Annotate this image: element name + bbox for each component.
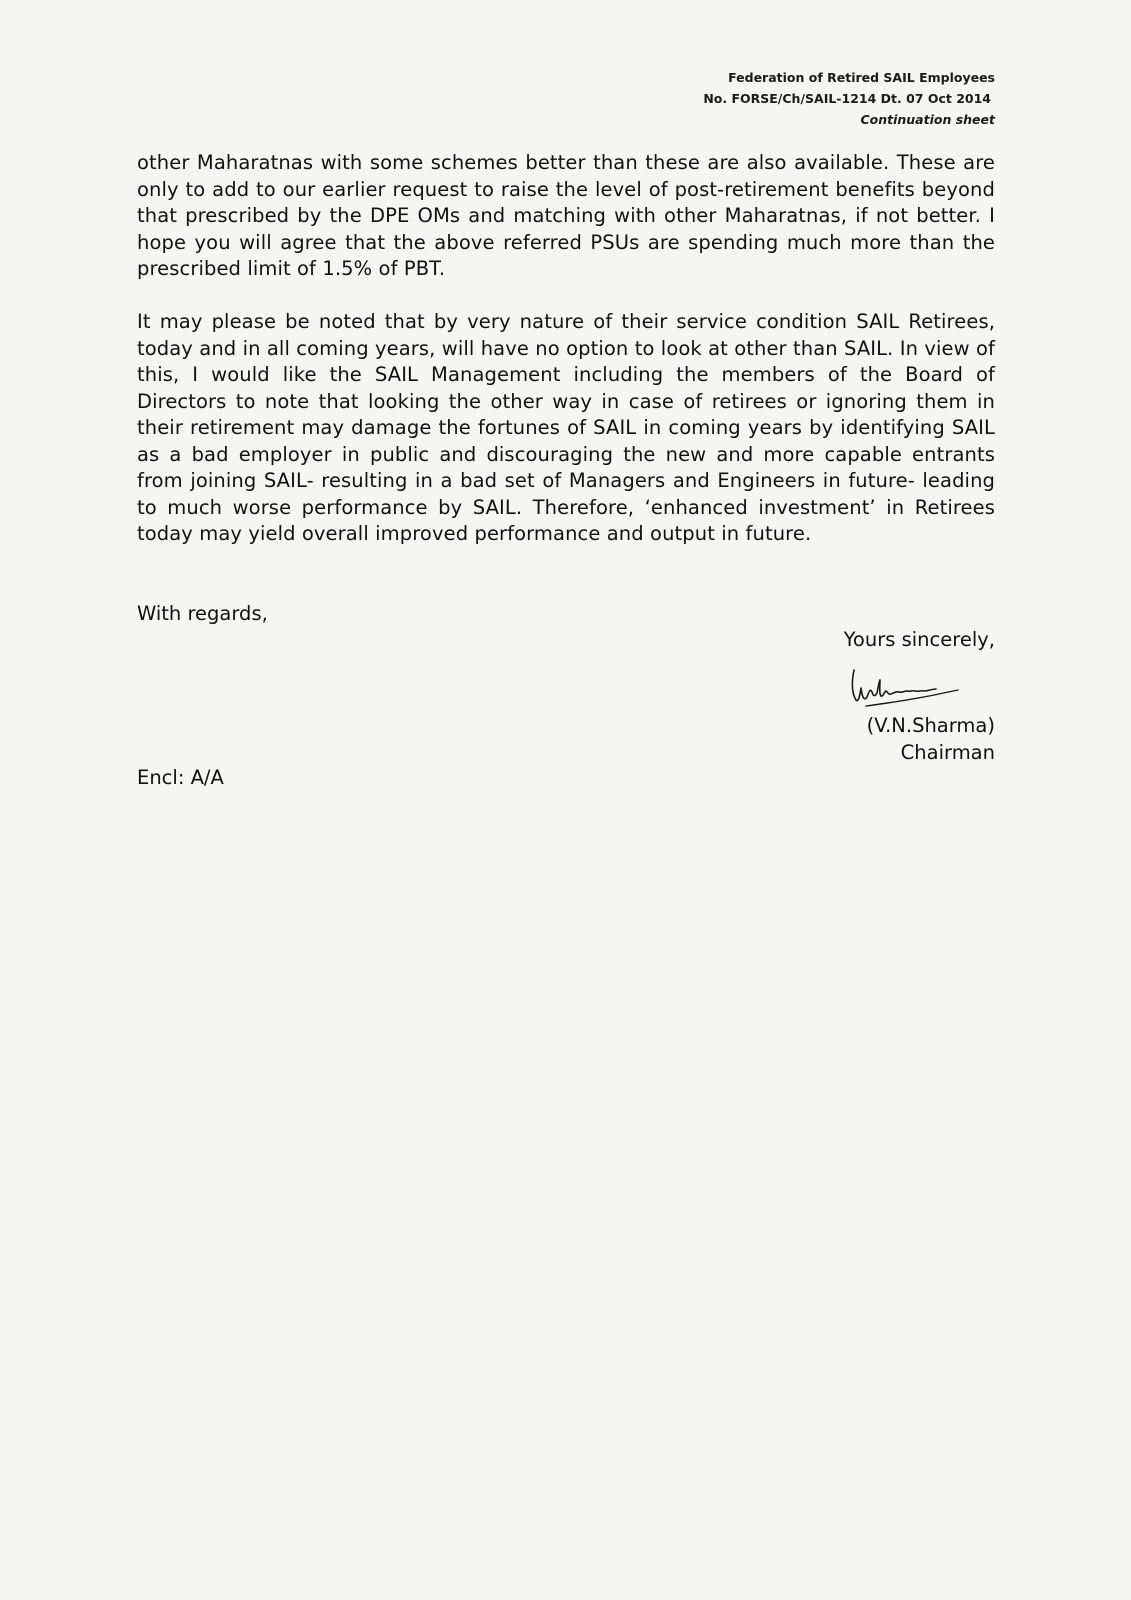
body-paragraph-1: other Maharatnas with some schemes better than these are also available. These are only to add to our earlier request to raise the level of post-retirement benefits beyond that prescribed by the DPE OMs and matching with other Maharatnas, if not better. I hope you will agree that the above referred PSUs are spending much more than the prescribed limit of 1.5% of PBT. bbox=[137, 151, 995, 280]
letter-header bbox=[703, 67, 995, 130]
closing-line: Yours sincerely, bbox=[843, 628, 995, 651]
signer-name: (V.N.Sharma) bbox=[866, 714, 995, 737]
signer-block bbox=[867, 712, 995, 766]
signer-title: Chairman bbox=[900, 741, 995, 764]
enclosure-line: Encl: A/A bbox=[137, 766, 224, 789]
body-paragraph-2: It may please be noted that by very nature of their service condition SAIL Retirees, today and in all coming years, will have no option to look at other than SAIL. In view of this, I would like the SAIL Management including the members of the Board of Directors to note that looking the other way in case of retirees or ignoring them in their retirement may damage the fortunes of SAIL in coming years by identifying SAIL as a bad employer in public and discouraging the new and more capable entrants from joining SAIL- resulting in a bad set of Managers and Engineers in future- leading to much worse performance by SAIL. Therefore, ‘enhanced investment’ in Retirees today may yield overall improved performance and output in future. bbox=[137, 310, 995, 545]
signature-image bbox=[848, 666, 978, 712]
regards-line: With regards, bbox=[137, 602, 268, 625]
header-reference: No. FORSE/Ch/SAIL-1214 Dt. 07 Oct 2014 bbox=[703, 91, 991, 106]
header-sheet-label: Continuation sheet bbox=[860, 112, 995, 127]
header-organization: Federation of Retired SAIL Employees bbox=[728, 70, 995, 85]
